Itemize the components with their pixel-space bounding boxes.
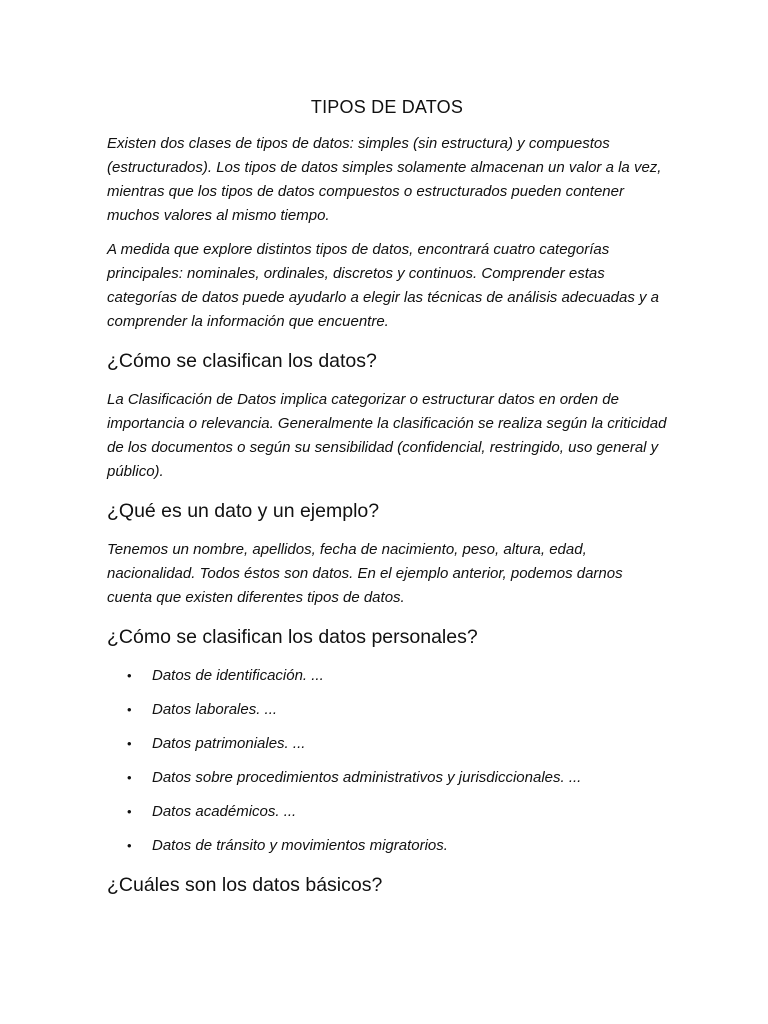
section-text-dato-ejemplo: Tenemos un nombre, apellidos, fecha de nacimiento, peso, altura, edad, nacionalidad. Todos éstos son datos. En el ejemplo anterior, podemos darnos cuenta que existen diferentes tipos de datos.: [107, 541, 623, 606]
bullet-icon: •: [127, 736, 132, 751]
bullet-icon: •: [127, 838, 132, 853]
list-item-text: Datos académicos. ...: [152, 803, 297, 820]
intro-paragraph-1: Existen dos clases de tipos de datos: simples (sin estructura) y compuestos (estructurados). Los tipos de datos simples solamente almacenan un valor a la vez, mientras que los tipos de datos compuestos o estructurados pueden contener muchos valores al mismo tiempo.: [107, 135, 662, 224]
document-page: [107, 94, 667, 912]
bullet-icon: •: [127, 668, 132, 683]
list-item: [107, 732, 667, 756]
list-item-text: Datos de tránsito y movimientos migratorios.: [152, 837, 448, 854]
section-heading-clasificacion: ¿Cómo se clasifican los datos?: [107, 350, 377, 372]
list-item-text: Datos de identificación. ...: [152, 667, 324, 684]
document-title: TIPOS DE DATOS: [310, 97, 464, 117]
bullet-icon: •: [127, 702, 132, 717]
list-item: [107, 834, 667, 858]
list-item: [107, 800, 667, 824]
section-heading-datos-basicos: ¿Cuáles son los datos básicos?: [107, 874, 383, 896]
datos-personales-list: [107, 664, 667, 858]
list-item: [107, 766, 667, 790]
list-item-text: Datos laborales. ...: [152, 701, 278, 718]
bullet-icon: •: [127, 770, 132, 785]
list-item: [107, 698, 667, 722]
list-item-text: Datos patrimoniales. ...: [152, 735, 306, 752]
section-heading-datos-personales: ¿Cómo se clasifican los datos personales?: [107, 626, 478, 648]
list-item-text: Datos sobre procedimientos administrativos y jurisdiccionales. ...: [152, 769, 582, 786]
intro-paragraph-2: A medida que explore distintos tipos de datos, encontrará cuatro categorías principales: nominales, ordinales, discretos y continuos. Comprender estas categorías de datos puede ayudarlo a elegir las técnicas de análisis adecuadas y a comprender la información que encuentre.: [107, 241, 660, 330]
section-heading-dato-ejemplo: ¿Qué es un dato y un ejemplo?: [107, 500, 380, 522]
section-text-clasificacion: La Clasificación de Datos implica categorizar o estructurar datos en orden de importancia o relevancia. Generalmente la clasificación se realiza según la criticidad de los documentos o según su sensibilidad (confidencial, restringido, uso general y público).: [107, 391, 667, 480]
list-item: [107, 664, 667, 688]
bullet-icon: •: [127, 804, 132, 819]
